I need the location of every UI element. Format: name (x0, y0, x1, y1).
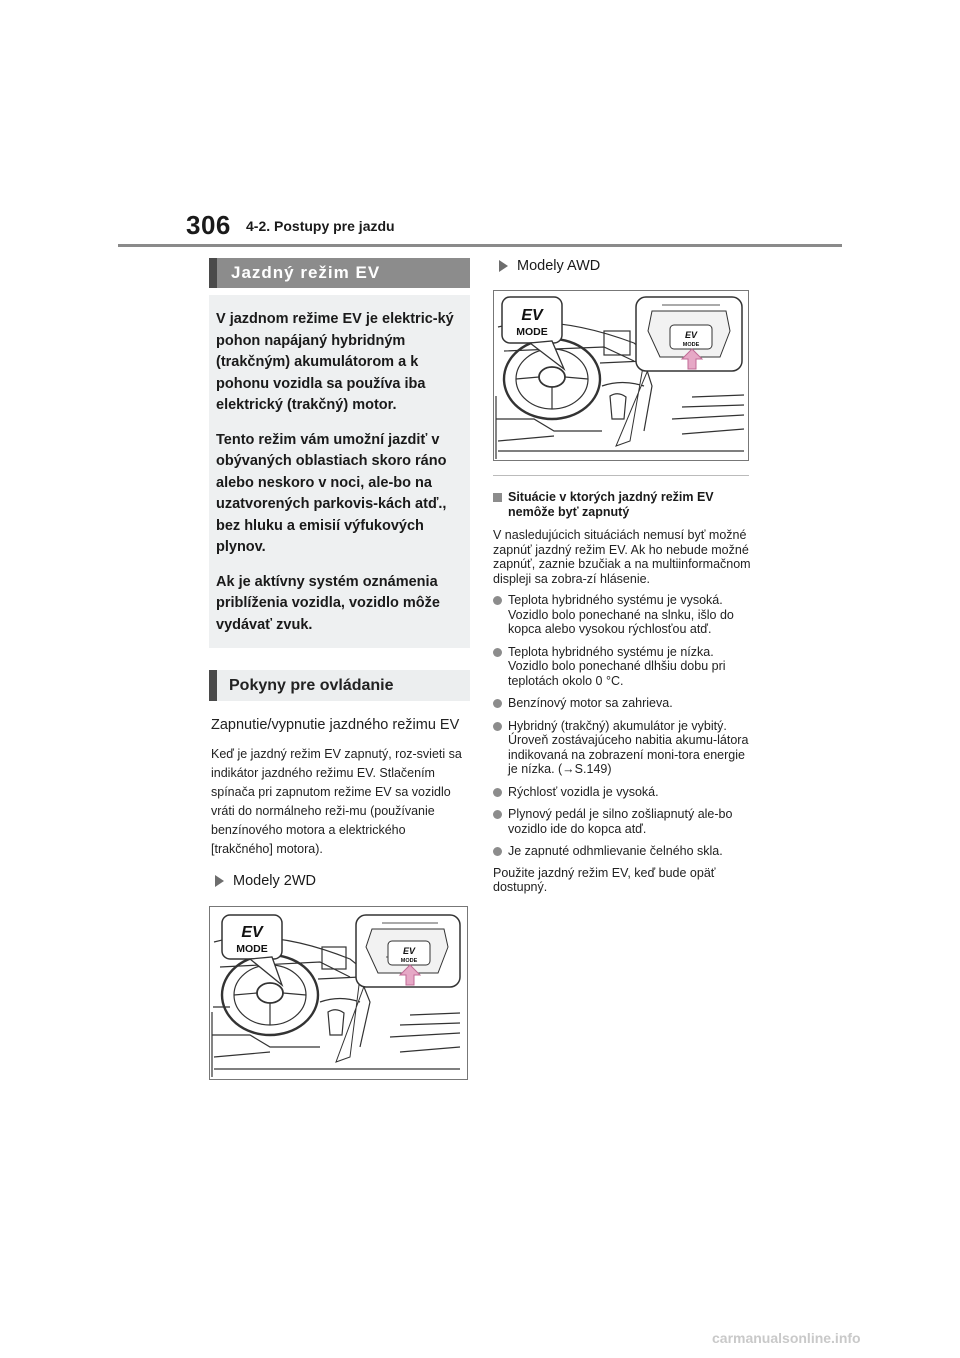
header-rule (118, 244, 842, 247)
list-item-text: Rýchlosť vozidla je vysoká. (508, 784, 659, 799)
triangle-arrow-icon (215, 875, 224, 887)
toggle-body-text: Keď je jazdný režim EV zapnutý, roz-svieti sa indikátor jazdného režimu EV. Stlačením spínača pri zapnutom režime EV sa vozidlo vráti do normálneho reži-mu (používanie benzínového motora a elektrického [trakčného] motora). (211, 747, 462, 856)
heading-bar (209, 670, 217, 701)
circle-bullet-icon (493, 722, 502, 731)
mode-label-callout-2wd: MODE (236, 943, 268, 955)
circle-bullet-icon (493, 788, 502, 797)
list-item (493, 807, 753, 836)
figure-2wd-dashboard (209, 906, 468, 1080)
situations-list (493, 593, 753, 859)
circle-bullet-icon (493, 847, 502, 856)
ev-label-callout-awd: EV (521, 307, 543, 324)
dashboard-illustration-2wd (210, 907, 467, 1079)
list-item (493, 785, 753, 800)
heading-bar (209, 258, 217, 288)
ev-label-button-2wd: EV (402, 946, 416, 956)
list-item (493, 593, 753, 637)
page-number: 306 (186, 210, 231, 240)
ev-mode-title: Jazdný režim EV (231, 263, 381, 282)
section-reference: 4-2. Postupy pre jazdu (246, 218, 395, 234)
circle-bullet-icon (493, 596, 502, 605)
operating-instructions-heading (209, 670, 470, 701)
ev-label-callout-2wd: EV (241, 924, 263, 941)
list-item (493, 719, 753, 777)
list-item-text: Hybridný (trakčný) akumulátor je vybitý. Úroveň zostávajúceho nabitia akumu-látora indikovaná na zobrazení moni-tora energie je nízka. (→S.149) (508, 718, 749, 776)
model-awd-label (493, 258, 753, 274)
square-bullet-icon (493, 493, 502, 502)
triangle-arrow-icon (499, 260, 508, 272)
operating-instructions-title: Pokyny pre ovládanie (229, 676, 394, 694)
situations-heading-text: Situácie v ktorých jazdný režim EV nemôže byť zapnutý (508, 490, 714, 519)
closing-text: Použite jazdný režim EV, keď bude opäť dostupný. (493, 865, 716, 894)
list-item-text: Teplota hybridného systému je nízka. Vozidlo bolo ponechané dlhšiu dobu pri teplotách okolo 0 °C. (508, 644, 726, 688)
intro-box (209, 295, 470, 648)
circle-bullet-icon (493, 648, 502, 657)
list-item-text: Plynový pedál je silno zošliapnutý ale-bo vozidlo ide do kopca atď. (508, 807, 733, 836)
situations-intro: V nasledujúcich situáciách nemusí byť možné zapnúť jazdný režim EV. Ak ho nebude možné zapnúť, zaznie bzučiak a na multiinformačnom displeji sa zobra-zí hlásenie. (493, 528, 751, 586)
list-item-text: Benzínový motor sa zahrieva. (508, 696, 673, 710)
list-item (493, 696, 753, 711)
mode-label-button-2wd: MODE (400, 958, 418, 964)
model-2wd-text: Modely 2WD (233, 873, 316, 889)
mode-label-callout-awd: MODE (516, 326, 548, 338)
mode-label-button-awd: MODE (682, 342, 700, 348)
watermark: carmanualsonline.info (712, 1330, 861, 1346)
list-item (493, 645, 753, 689)
figure-awd-dashboard (493, 290, 749, 461)
model-awd-text: Modely AWD (517, 258, 601, 274)
circle-bullet-icon (493, 810, 502, 819)
dashboard-illustration-awd (494, 291, 748, 460)
list-item-text: Teplota hybridného systému je vysoká. Vozidlo bolo ponechané na slnku, išlo do kopca alebo vysokou rýchlosťou atď. (508, 593, 734, 636)
left-column (209, 258, 470, 1080)
figure-divider (493, 475, 749, 476)
ev-label-button-awd: EV (684, 330, 698, 340)
circle-bullet-icon (493, 699, 502, 708)
situations-heading (493, 490, 753, 520)
intro-paragraph-2: Tento režim vám umožní jazdiť v obývaných oblastiach skoro ráno alebo neskoro v noci, ale-bo na uzatvorených parkovis-kách atď., bez hluku a emisií výfukových plynov. (216, 431, 447, 555)
list-item-text: Je zapnuté odhmlievanie čelného skla. (508, 844, 723, 858)
toggle-subheading: Zapnutie/vypnutie jazdného režimu EV (211, 717, 460, 733)
intro-paragraph-1: V jazdnom režime EV je elektric-ký pohon napájaný hybridným (trakčným) akumulátorom a k pohonu vozidla sa používa iba elektrický (trakčný) motor. (216, 311, 454, 413)
list-item (493, 844, 753, 859)
intro-paragraph-3: Ak je aktívny systém oznámenia priblíženia vozidla, vozidlo môže vydávať zvuk. (216, 573, 440, 633)
model-2wd-label (209, 873, 470, 889)
ev-mode-heading (209, 258, 470, 288)
right-column (493, 258, 753, 895)
